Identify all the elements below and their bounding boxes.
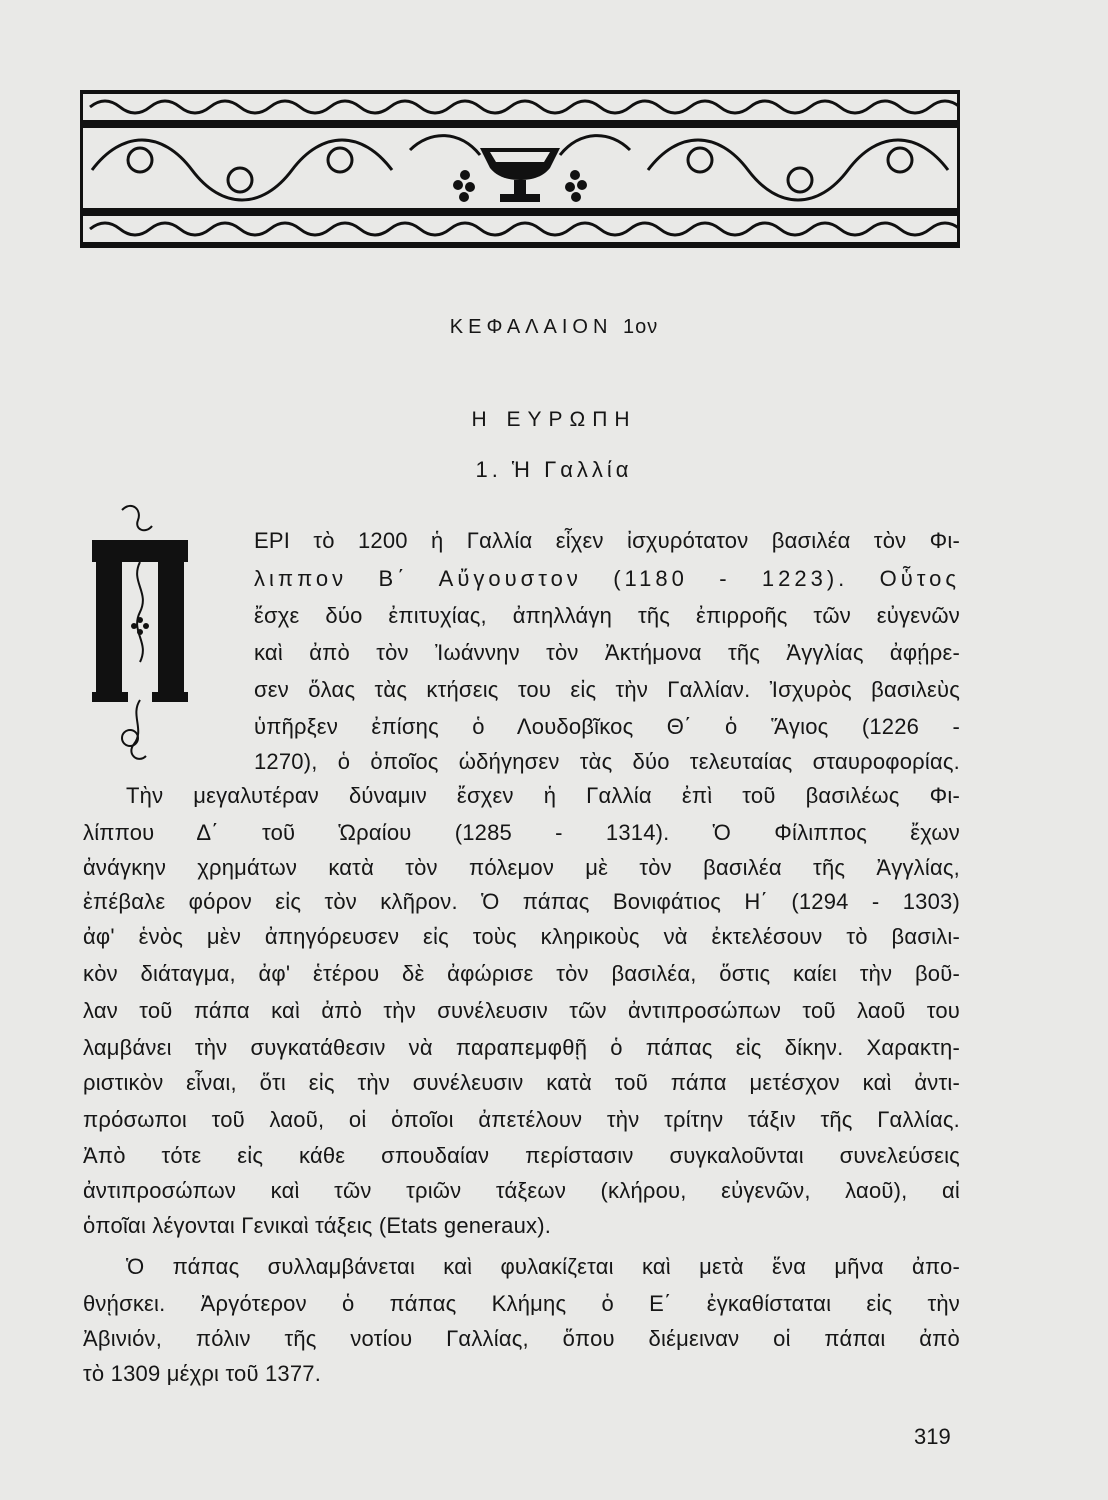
text-line-14: λαν τοῦ πάπα καὶ ἀπὸ τὴν συνέλευσιν τῶν ἀντιπροσώπων τοῦ λαοῦ του bbox=[83, 998, 960, 1023]
text-line-5: σεν ὅλας τὰς κτήσεις του εἰς τὴν Γαλλίαν. Ἰσχυρὸς βασιλεὺς bbox=[254, 677, 960, 702]
text-line-8: Τὴν μεγαλυτέραν δύναμιν ἔσχεν ἡ Γαλλία ἐπὶ τοῦ βασιλέως Φι- bbox=[126, 783, 960, 808]
text-line-6: ὑπῆρξεν ἐπίσης ὁ Λουδοβῖκος Θ΄ ὁ Ἅγιος (1226 - bbox=[254, 714, 960, 739]
text-line-15: λαμβάνει τὴν συγκατάθεσιν νὰ παραπεμφθῇ ὁ πάπας εἰς δίκην. Χαρακτη- bbox=[83, 1035, 960, 1060]
text-line-3: ἔσχε δύο ἐπιτυχίας, ἀπηλλάγη τῆς ἐπιρροῆς τῶν εὐγενῶν bbox=[254, 603, 960, 628]
ornament-image bbox=[80, 90, 960, 248]
ornamental-headpiece bbox=[80, 90, 960, 248]
page-number: 319 bbox=[914, 1424, 951, 1449]
text-line-20: ὁποῖαι λέγονται Γενικαὶ τάξεις (Etats generaux). bbox=[83, 1213, 552, 1238]
chapter-word: ΚΕΦΑΛΑΙΟΝ bbox=[449, 316, 613, 338]
drop-cap-image bbox=[92, 500, 188, 768]
text-line-24: τὸ 1309 μέχρι τοῦ 1377. bbox=[83, 1361, 322, 1386]
section-title: 1. Ἡ Γαλλία bbox=[475, 457, 633, 482]
chapter-label bbox=[0, 316, 1108, 339]
chapter-ordinal: 1ον bbox=[622, 316, 659, 338]
text-line-4: καὶ ἀπὸ τὸν Ἰωάννην τὸν Ἀκτήμονα τῆς Ἀγγλίας ἀφῄρε- bbox=[254, 640, 960, 665]
text-line-22: θνῄσκει. Ἀργότερον ὁ πάπας Κλήμης ὁ Ε΄ ἐγκαθίσταται εἰς τὴν bbox=[83, 1291, 960, 1316]
drop-cap-pi bbox=[92, 500, 188, 768]
text-line-13: κὸν διάταγμα, ἀφ' ἑτέρου δὲ ἀφώρισε τὸν βασιλέα, ὅστις καίει τὴν βοῦ- bbox=[83, 961, 960, 986]
text-line-11: ἐπέβαλε φόρον εἰς τὸν κλῆρον. Ὁ πάπας Βονιφάτιος Η΄ (1294 - 1303) bbox=[83, 889, 960, 914]
text-line-16: ριστικὸν εἶναι, ὅτι εἰς τὴν συνέλευσιν κατὰ τοῦ πάπα μετέσχον καὶ ἀντι- bbox=[83, 1070, 960, 1095]
text-line-18: Ἀπὸ τότε εἰς κάθε σπουδαίαν περίστασιν συγκαλοῦνται συνελεύσεις bbox=[83, 1143, 960, 1168]
text-line-21: Ὁ πάπας συλλαμβάνεται καὶ φυλακίζεται καὶ μετὰ ἕνα μῆνα ἀπο- bbox=[126, 1254, 960, 1279]
text-line-12: ἀφ' ἑνὸς μὲν ἀπηγόρευσεν εἰς τοὺς κληρικοὺς νὰ ἐκτελέσουν τὸ βασιλι- bbox=[83, 924, 960, 949]
part-title: Η ΕΥΡΩΠΗ bbox=[471, 408, 637, 431]
text-line-9: λίππου Δ΄ τοῦ Ὡραίου (1285 - 1314). Ὁ Φίλιππος ἔχων bbox=[83, 820, 960, 845]
text-line-7: 1270), ὁ ὁποῖος ὡδήγησεν τὰς δύο τελευταίας σταυροφορίας. bbox=[254, 749, 960, 774]
text-line-19: ἀντιπροσώπων καὶ τῶν τριῶν τάξεων (κλήρου, εὐγενῶν, λαοῦ), αἱ bbox=[83, 1178, 960, 1203]
text-line-2: λιππον Β΄ Αὔγουστον (1180 - 1223). Οὗτος bbox=[254, 566, 960, 591]
text-line-10: ἀνάγκην χρημάτων κατὰ τὸν πόλεμον μὲ τὸν βασιλέα τῆς Ἀγγλίας, bbox=[83, 855, 960, 880]
text-line-23: Ἀβινιόν, πόλιν τῆς νοτίου Γαλλίας, ὅπου διέμειναν οἱ πάπαι ἀπὸ bbox=[83, 1326, 960, 1351]
text-line-17: πρόσωποι τοῦ λαοῦ, οἱ ὁποῖοι ἀπετέλουν τὴν τρίτην τάξιν τῆς Γαλλίας. bbox=[83, 1107, 960, 1132]
text-line-1: ΕΡΙ τὸ 1200 ἡ Γαλλία εἶχεν ἰσχυρότατον βασιλέα τὸν Φι- bbox=[254, 528, 960, 553]
